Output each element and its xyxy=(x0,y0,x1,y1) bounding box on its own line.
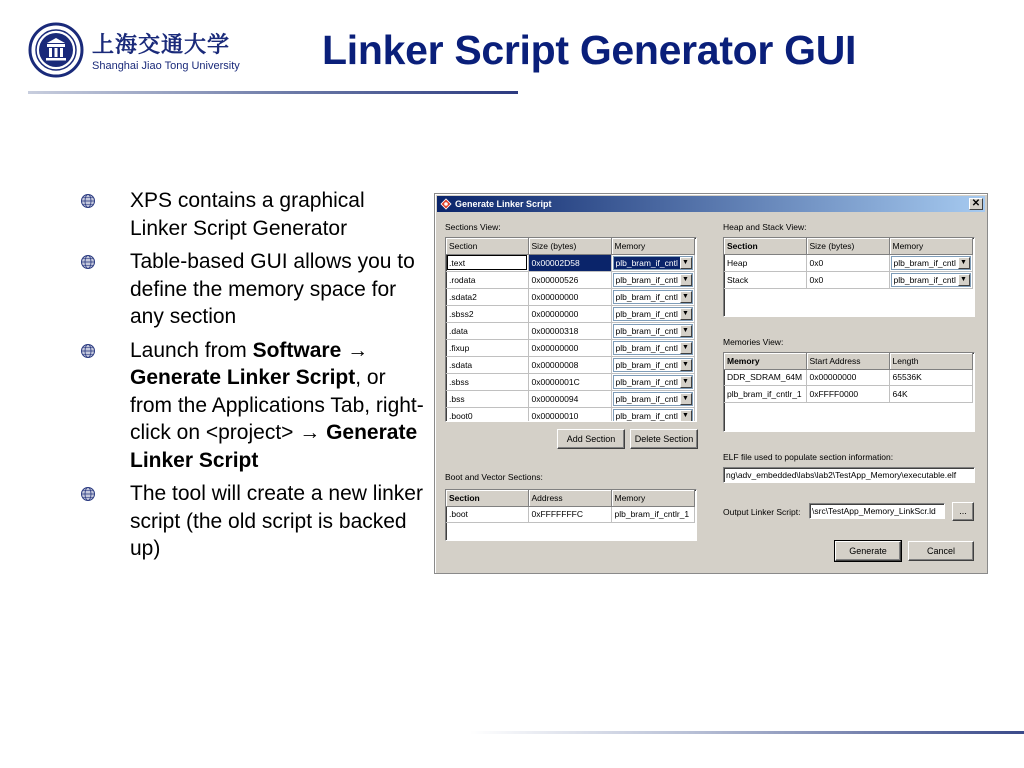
sections-table xyxy=(445,237,697,422)
table-row[interactable] xyxy=(724,254,972,271)
slide-title: Linker Script Generator GUI xyxy=(322,27,857,73)
university-logo xyxy=(28,22,238,80)
memory-dropdown[interactable] xyxy=(613,409,693,423)
size-cell[interactable]: 0x0 xyxy=(806,271,889,288)
memory-dropdown-value: plb_bram_if_cntl xyxy=(615,308,678,319)
memory-dropdown-value: plb_bram_if_cntl xyxy=(615,342,678,353)
memory-dropdown-value: plb_bram_if_cntl xyxy=(615,393,678,404)
memory-dropdown[interactable] xyxy=(613,290,693,304)
chevron-down-icon[interactable]: ▼ xyxy=(680,359,692,371)
memory-cell[interactable] xyxy=(611,322,694,339)
add-section-button[interactable]: Add Section xyxy=(557,429,625,449)
chevron-down-icon[interactable]: ▼ xyxy=(680,257,692,269)
size-cell[interactable]: 0x00000010 xyxy=(528,407,611,422)
memory-cell[interactable] xyxy=(611,288,694,305)
column-header-memory[interactable]: Memory xyxy=(611,238,694,254)
length-cell[interactable]: 65536K xyxy=(889,369,972,386)
heap-stack-table xyxy=(723,237,975,317)
section-cell[interactable]: .sbss2 xyxy=(446,305,528,322)
bullet-item xyxy=(80,337,425,475)
bullet-item xyxy=(80,480,425,563)
university-name-chinese: 上海交通大学 xyxy=(92,32,231,58)
section-cell[interactable]: Heap xyxy=(724,254,806,271)
memory-dropdown[interactable] xyxy=(613,256,693,270)
column-header-memory[interactable]: Memory xyxy=(611,490,694,506)
section-cell[interactable]: .text xyxy=(446,254,528,271)
memory-dropdown[interactable] xyxy=(613,324,693,338)
sections-view-label: Sections View: xyxy=(445,222,501,232)
memory-cell[interactable] xyxy=(611,356,694,373)
section-cell[interactable]: .data xyxy=(446,322,528,339)
bullet-text: → xyxy=(341,338,369,362)
section-cell[interactable]: .bss xyxy=(446,390,528,407)
column-header-memory[interactable]: Memory xyxy=(889,238,972,254)
column-header-length[interactable]: Length xyxy=(889,353,972,369)
column-header-address[interactable]: Address xyxy=(528,490,611,506)
dialog-title: Generate Linker Script xyxy=(455,199,552,209)
section-cell[interactable]: .boot0 xyxy=(446,407,528,422)
column-header-size[interactable]: Size (bytes) xyxy=(528,238,611,254)
start-address-cell[interactable]: 0x00000000 xyxy=(806,369,889,386)
globe-bullet-icon xyxy=(80,343,96,359)
elf-file-label: ELF file used to populate section information: xyxy=(723,452,894,462)
bullet-item xyxy=(80,248,425,331)
memory-dropdown-value: plb_bram_if_cntl xyxy=(615,257,678,268)
chevron-down-icon[interactable]: ▼ xyxy=(680,376,692,388)
output-linker-script-label: Output Linker Script: xyxy=(723,507,801,517)
table-row[interactable] xyxy=(446,356,694,373)
table-row[interactable] xyxy=(446,506,694,523)
bullet-text: XPS contains a graphical Linker Script Generator xyxy=(130,189,365,240)
memory-dropdown-value: plb_bram_if_cntl xyxy=(615,325,678,336)
memory-dropdown[interactable] xyxy=(613,307,693,321)
memory-cell[interactable] xyxy=(611,407,694,422)
memory-cell[interactable]: DDR_SDRAM_64M xyxy=(724,369,806,386)
table-row[interactable] xyxy=(446,407,694,422)
memory-dropdown[interactable] xyxy=(613,375,693,389)
chevron-down-icon[interactable]: ▼ xyxy=(680,342,692,354)
table-row[interactable] xyxy=(724,271,972,288)
size-cell[interactable]: 0x00000000 xyxy=(528,288,611,305)
table-row[interactable] xyxy=(446,254,694,271)
generate-linker-script-dialog xyxy=(434,193,988,574)
chevron-down-icon[interactable]: ▼ xyxy=(680,308,692,320)
browse-button[interactable]: ... xyxy=(952,502,974,521)
table-row[interactable] xyxy=(724,386,972,403)
memory-cell[interactable] xyxy=(889,254,972,271)
column-header-size[interactable]: Size (bytes) xyxy=(806,238,889,254)
chevron-down-icon[interactable]: ▼ xyxy=(958,257,970,269)
start-address-cell[interactable]: 0xFFFF0000 xyxy=(806,386,889,403)
memory-dropdown[interactable] xyxy=(613,358,693,372)
table-row[interactable] xyxy=(724,369,972,386)
column-header-section[interactable]: Section xyxy=(446,490,528,506)
section-cell[interactable]: .sdata xyxy=(446,356,528,373)
memory-dropdown[interactable] xyxy=(891,273,971,287)
memory-cell[interactable] xyxy=(611,271,694,288)
memory-cell[interactable]: plb_bram_if_cntlr_1 xyxy=(724,386,806,403)
globe-bullet-icon xyxy=(80,193,96,209)
memories-table xyxy=(723,352,975,432)
memory-dropdown-value: plb_bram_if_cntl xyxy=(615,410,678,421)
size-cell[interactable]: 0x00000094 xyxy=(528,390,611,407)
memory-cell[interactable] xyxy=(611,339,694,356)
university-name-english: Shanghai Jiao Tong University xyxy=(92,60,240,72)
boot-vector-label: Boot and Vector Sections: xyxy=(445,472,543,482)
size-cell[interactable]: 0x00000526 xyxy=(528,271,611,288)
bullet-list xyxy=(80,187,425,569)
bullet-item xyxy=(80,187,425,242)
globe-bullet-icon xyxy=(80,486,96,502)
section-cell[interactable]: .sdata2 xyxy=(446,288,528,305)
globe-bullet-icon xyxy=(80,254,96,270)
memory-dropdown-value: plb_bram_if_cntl xyxy=(615,274,678,285)
bullet-text: Software xyxy=(252,338,342,362)
memory-dropdown-value: plb_bram_if_cntl xyxy=(893,257,956,268)
chevron-down-icon[interactable]: ▼ xyxy=(958,274,970,286)
delete-section-button[interactable]: Delete Section xyxy=(630,429,698,449)
table-row[interactable] xyxy=(446,288,694,305)
column-header-section[interactable]: Section xyxy=(724,238,806,254)
generate-button[interactable]: Generate xyxy=(835,541,901,561)
boot-vector-table xyxy=(445,489,697,541)
memory-cell[interactable] xyxy=(889,271,972,288)
memory-dropdown-value: plb_bram_if_cntl xyxy=(615,359,678,370)
size-cell[interactable]: 0x00000008 xyxy=(528,356,611,373)
bullet-text: Generate Linker Script xyxy=(130,366,356,389)
size-cell[interactable]: 0x00000000 xyxy=(528,305,611,322)
size-cell[interactable]: 0x0 xyxy=(806,254,889,271)
bullet-text: Table-based GUI allows you to define the memory space for any section xyxy=(130,250,415,328)
memory-dropdown[interactable] xyxy=(613,341,693,355)
section-cell[interactable]: .rodata xyxy=(446,271,528,288)
heap-stack-label: Heap and Stack View: xyxy=(723,222,807,232)
chevron-down-icon[interactable]: ▼ xyxy=(680,393,692,405)
elf-file-input[interactable]: ng\adv_embedded\labs\lab2\TestApp_Memory\executable.elf xyxy=(723,467,975,483)
cancel-button[interactable]: Cancel xyxy=(908,541,974,561)
section-cell[interactable]: .sbss xyxy=(446,373,528,390)
column-header-start-address[interactable]: Start Address xyxy=(806,353,889,369)
memory-cell[interactable] xyxy=(611,254,694,271)
memory-cell[interactable] xyxy=(611,373,694,390)
bullet-text: Launch from xyxy=(130,338,253,362)
chevron-down-icon[interactable]: ▼ xyxy=(680,325,692,337)
memory-cell[interactable] xyxy=(611,390,694,407)
size-cell[interactable]: 0x0000001C xyxy=(528,373,611,390)
memory-dropdown-value: plb_bram_if_cntl xyxy=(615,376,678,387)
footer-divider xyxy=(470,731,1024,734)
app-icon xyxy=(440,198,452,210)
dialog-titlebar[interactable] xyxy=(437,196,985,212)
chevron-down-icon[interactable]: ▼ xyxy=(680,274,692,286)
table-row[interactable] xyxy=(446,322,694,339)
table-row[interactable] xyxy=(446,305,694,322)
memory-dropdown-value: plb_bram_if_cntl xyxy=(615,291,678,302)
section-cell[interactable]: .boot xyxy=(446,506,528,523)
table-row[interactable] xyxy=(446,271,694,288)
size-cell[interactable]: 0x00002D58 xyxy=(528,254,611,271)
memory-dropdown[interactable] xyxy=(891,256,971,270)
section-cell[interactable]: Stack xyxy=(724,271,806,288)
address-cell[interactable]: 0xFFFFFFFC xyxy=(528,506,611,523)
memory-dropdown[interactable] xyxy=(613,392,693,406)
university-seal-icon xyxy=(28,22,84,78)
bullet-text: The tool will create a new linker script (the old script is backed up) xyxy=(130,482,423,560)
column-header-memory[interactable]: Memory xyxy=(724,353,806,369)
header-divider xyxy=(28,91,518,94)
memory-cell[interactable] xyxy=(611,305,694,322)
bullet-text: , or from the Applications Tab, right-click on <project> → xyxy=(130,366,424,444)
memory-cell[interactable]: plb_bram_if_cntlr_1 xyxy=(611,506,694,523)
table-row[interactable] xyxy=(446,373,694,390)
table-row[interactable] xyxy=(446,339,694,356)
column-header-section[interactable]: Section xyxy=(446,238,528,254)
bullet-text: Generate Linker Script xyxy=(130,421,418,472)
memory-dropdown[interactable] xyxy=(613,273,693,287)
memories-view-label: Memories View: xyxy=(723,337,784,347)
output-linker-script-input[interactable]: \src\TestApp_Memory_LinkScr.ld xyxy=(809,503,945,519)
size-cell[interactable]: 0x00000318 xyxy=(528,322,611,339)
size-cell[interactable]: 0x00000000 xyxy=(528,339,611,356)
table-row[interactable] xyxy=(446,390,694,407)
close-button[interactable]: ✕ xyxy=(969,198,983,210)
section-cell[interactable]: .fixup xyxy=(446,339,528,356)
memory-dropdown-value: plb_bram_if_cntl xyxy=(893,274,956,285)
chevron-down-icon[interactable]: ▼ xyxy=(680,410,692,422)
chevron-down-icon[interactable]: ▼ xyxy=(680,291,692,303)
length-cell[interactable]: 64K xyxy=(889,386,972,403)
